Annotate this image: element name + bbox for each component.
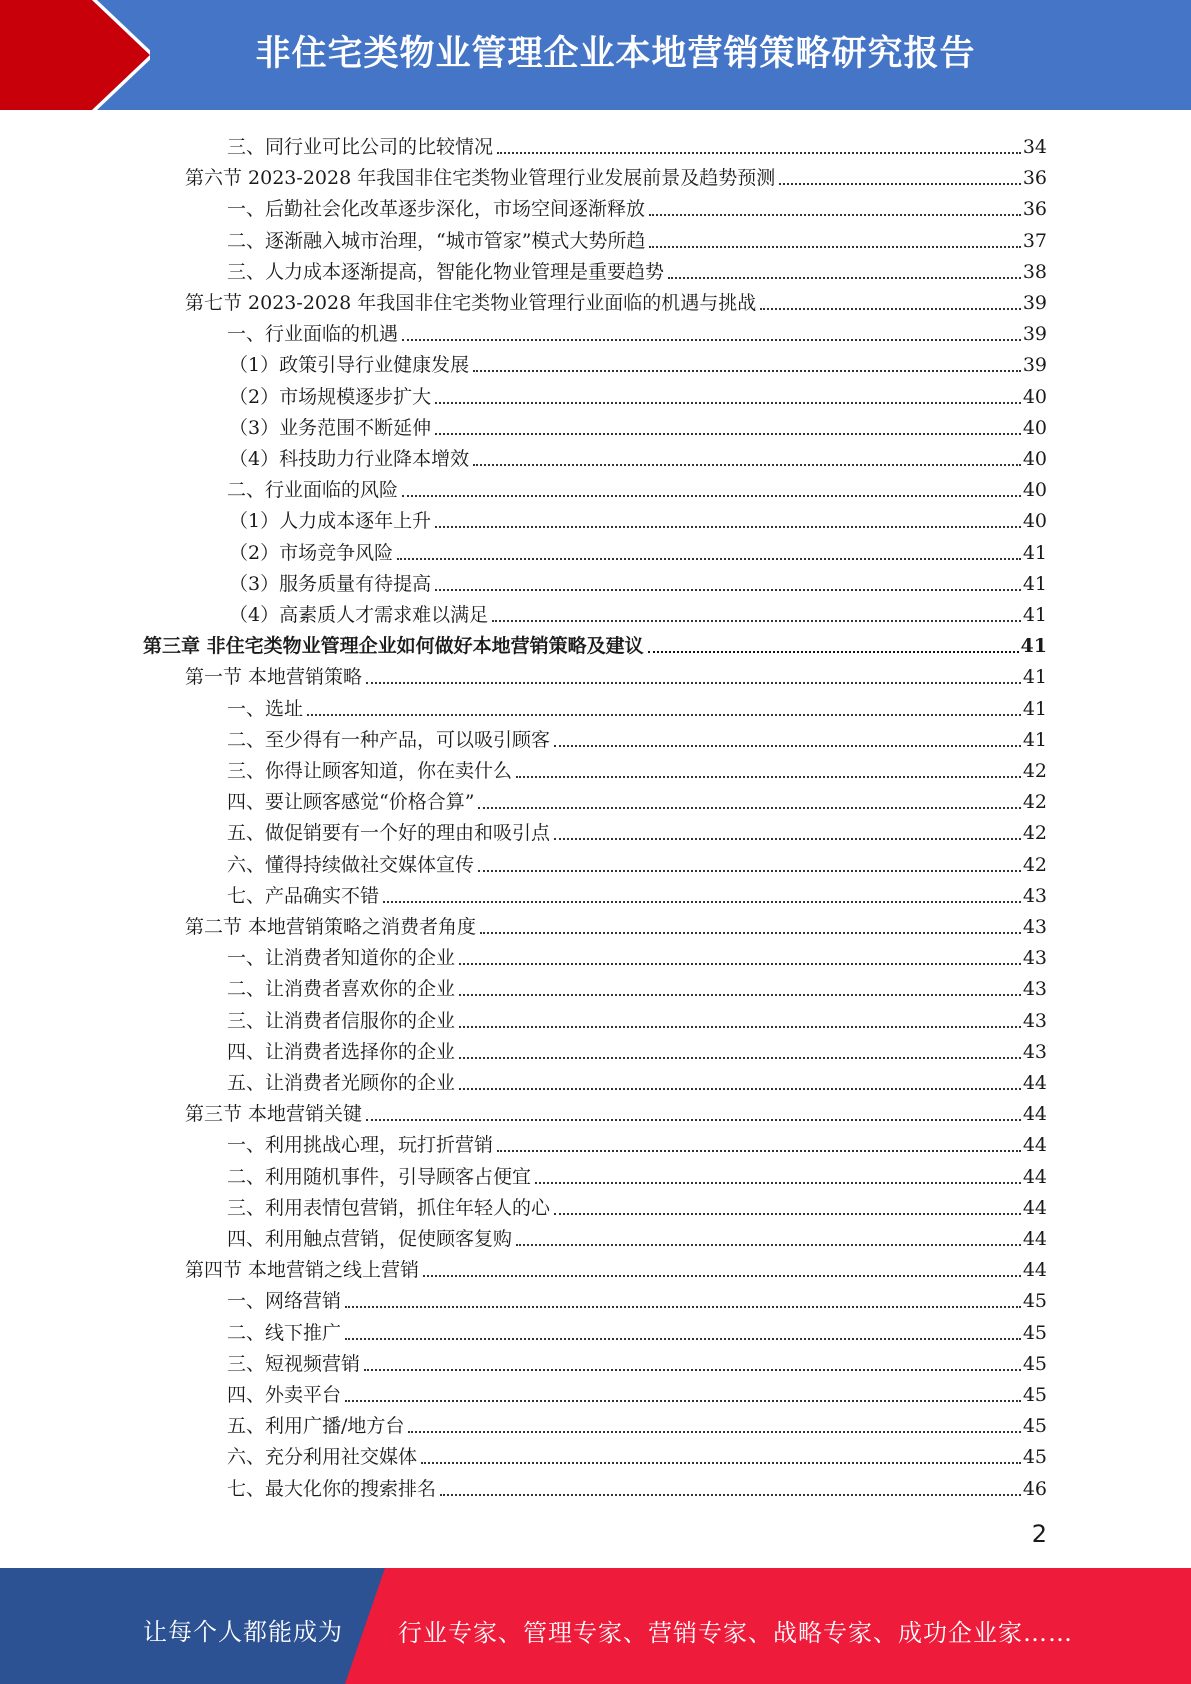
toc-entry-page: 44 — [1022, 1103, 1047, 1126]
toc-dot-leader — [492, 620, 1021, 622]
toc-entry-title: （3）业务范围不断延伸 — [229, 416, 432, 439]
toc-dot-leader — [478, 807, 1020, 809]
toc-item-entry[interactable] — [227, 253, 1047, 284]
toc-entry-page: 44 — [1022, 1259, 1047, 1282]
toc-dot-leader — [435, 589, 1021, 591]
toc-entry-title: 四、要让顾客感觉“价格合算” — [227, 791, 475, 814]
toc-dot-leader — [516, 1244, 1021, 1246]
toc-entry-page: 43 — [1022, 947, 1047, 970]
toc-entry-page: 38 — [1022, 260, 1047, 283]
toc-entry-page: 41 — [1022, 604, 1047, 626]
toc-entry-title: 三、同行业可比公司的比较情况 — [227, 136, 494, 158]
toc-dot-leader — [402, 339, 1021, 341]
page-number: 2 — [1031, 1520, 1047, 1548]
toc-entry-page: 40 — [1022, 385, 1047, 408]
toc-entry-title: 一、网络营销 — [227, 1290, 342, 1313]
toc-section-entry[interactable] — [185, 908, 1047, 939]
toc-entry-page: 45 — [1022, 1446, 1047, 1469]
toc-entry-page: 41 — [1022, 666, 1047, 689]
toc-item-entry[interactable] — [227, 471, 1047, 502]
toc-dot-leader — [307, 714, 1021, 716]
toc-section-entry[interactable] — [185, 284, 1047, 315]
toc-entry-title: 一、行业面临的机遇 — [227, 323, 399, 346]
toc-entry-title: 六、充分利用社交媒体 — [227, 1446, 418, 1469]
toc-chapter-entry[interactable] — [143, 627, 1047, 658]
toc-entry-page: 41 — [1022, 572, 1047, 595]
toc-item-entry[interactable] — [227, 846, 1047, 877]
toc-dot-leader — [473, 464, 1021, 466]
toc-entry-title: 一、利用挑战心理，玩打折营销 — [227, 1134, 494, 1157]
toc-entry-title: 七、产品确实不错 — [227, 884, 380, 907]
toc-item-entry[interactable] — [229, 596, 1047, 627]
toc-dot-leader — [516, 776, 1021, 778]
toc-dot-leader — [459, 1057, 1021, 1059]
toc-entry-page: 43 — [1022, 978, 1047, 1001]
toc-entry-title: （1）政策引导行业健康发展 — [229, 354, 470, 377]
toc-dot-leader — [649, 246, 1020, 248]
toc-item-entry[interactable] — [227, 1438, 1047, 1469]
toc-entry-title: （4）高素质人才需求难以满足 — [229, 604, 489, 626]
toc-entry-title: 五、让消费者光顾你的企业 — [227, 1072, 456, 1094]
toc-dot-leader — [760, 308, 1021, 310]
toc-entry-page: 42 — [1022, 822, 1047, 845]
toc-entry-page: 41 — [1022, 541, 1047, 564]
toc-dot-leader — [397, 558, 1021, 560]
toc-entry-title: 五、利用广播/地方台 — [227, 1415, 405, 1438]
toc-entry-page: 44 — [1022, 1196, 1047, 1219]
toc-entry-title: 三、让消费者信服你的企业 — [227, 1009, 456, 1032]
toc-item-entry[interactable] — [227, 1220, 1047, 1251]
toc-entry-title: 第二节 本地营销策略之消费者角度 — [185, 916, 477, 938]
toc-item-entry[interactable] — [229, 378, 1047, 409]
toc-entry-title: 第六节 2023-2028 年我国非住宅类物业管理行业发展前景及趋势预测 — [185, 167, 776, 190]
toc-entry-page: 44 — [1022, 1228, 1047, 1250]
toc-entry-page: 42 — [1022, 760, 1047, 782]
toc-entry-title: 三、利用表情包营销，抓住年轻人的心 — [227, 1196, 551, 1219]
toc-item-entry[interactable] — [227, 783, 1047, 814]
toc-entry-page: 43 — [1022, 1040, 1047, 1063]
page-header — [0, 0, 1191, 110]
toc-entry-title: 四、外卖平台 — [227, 1384, 342, 1406]
toc-entry-title: （2）市场竞争风险 — [229, 541, 394, 564]
toc-entry-page: 42 — [1022, 853, 1047, 876]
toc-item-entry[interactable] — [227, 1376, 1047, 1407]
footer-slogan-right: 行业专家、管理专家、营销专家、战略专家、成功企业家…… — [398, 1619, 1073, 1647]
toc-item-entry[interactable] — [229, 346, 1047, 377]
toc-item-entry[interactable] — [227, 190, 1047, 221]
toc-entry-page: 44 — [1022, 1072, 1047, 1094]
toc-dot-leader — [480, 932, 1021, 934]
toc-entry-page: 39 — [1022, 323, 1047, 346]
toc-dot-leader — [554, 838, 1021, 840]
toc-dot-leader — [345, 1306, 1021, 1308]
toc-entry-page: 44 — [1022, 1165, 1047, 1188]
toc-dot-leader — [478, 870, 1021, 872]
toc-entry-page: 37 — [1022, 229, 1047, 252]
toc-entry-title: （3）服务质量有待提高 — [229, 572, 432, 595]
toc-dot-leader — [435, 526, 1021, 528]
toc-entry-title: 第四节 本地营销之线上营销 — [185, 1259, 420, 1282]
toc-entry-page: 45 — [1022, 1384, 1047, 1406]
toc-entry-page: 43 — [1022, 884, 1047, 907]
toc-entry-page: 34 — [1022, 136, 1047, 158]
footer-slogan-left: 让每个人都能成为 — [143, 1618, 343, 1646]
toc-item-entry[interactable] — [227, 315, 1047, 346]
toc-dot-leader — [440, 1494, 1021, 1496]
toc-dot-leader — [366, 682, 1021, 684]
toc-entry-title: （1）人力成本逐年上升 — [229, 510, 432, 533]
toc-entry-title: 第三节 本地营销关键 — [185, 1103, 363, 1126]
toc-entry-title: 一、选址 — [227, 697, 304, 720]
toc-dot-leader — [648, 651, 1019, 653]
toc-dot-leader — [459, 994, 1021, 996]
toc-dot-leader — [497, 152, 1021, 154]
header-red-arrow — [0, 0, 150, 110]
toc-entry-title: 三、短视频营销 — [227, 1352, 361, 1375]
toc-entry-title: 四、让消费者选择你的企业 — [227, 1040, 456, 1063]
toc-entry-page: 39 — [1022, 292, 1047, 314]
report-title: 非住宅类物业管理企业本地营销策略研究报告 — [255, 34, 976, 74]
toc-entry-page: 41 — [1020, 635, 1047, 658]
toc-entry-page: 39 — [1022, 354, 1047, 377]
toc-item-entry[interactable] — [227, 814, 1047, 845]
toc-item-entry[interactable] — [227, 877, 1047, 908]
toc-entry-page: 40 — [1022, 448, 1047, 470]
toc-item-entry[interactable] — [227, 1470, 1047, 1501]
toc-dot-leader — [364, 1369, 1021, 1371]
toc-entry-page: 40 — [1022, 416, 1047, 439]
toc-dot-leader — [649, 214, 1021, 216]
toc-entry-title: 七、最大化你的搜索排名 — [227, 1477, 437, 1500]
toc-item-entry[interactable] — [227, 1158, 1047, 1189]
toc-item-entry[interactable] — [227, 128, 1047, 159]
toc-dot-leader — [497, 1150, 1021, 1152]
toc-dot-leader — [779, 183, 1021, 185]
toc-entry-title: 二、逐渐融入城市治理，“城市管家”模式大势所趋 — [227, 229, 646, 252]
toc-entry-title: （4）科技助力行业降本增效 — [229, 448, 470, 470]
toc-entry-title: 一、让消费者知道你的企业 — [227, 947, 456, 970]
toc-entry-page: 36 — [1022, 167, 1047, 190]
toc-dot-leader — [554, 1213, 1021, 1215]
toc-item-entry[interactable] — [229, 409, 1047, 440]
toc-entry-page: 36 — [1022, 198, 1047, 221]
toc-item-entry[interactable] — [229, 565, 1047, 596]
toc-entry-page: 40 — [1022, 479, 1047, 502]
toc-item-entry[interactable] — [227, 939, 1047, 970]
toc-entry-page: 43 — [1022, 1009, 1047, 1032]
toc-item-entry[interactable] — [227, 721, 1047, 752]
toc-entry-page: 45 — [1022, 1321, 1047, 1344]
toc-entry-page: 41 — [1022, 728, 1047, 751]
toc-entry-page: 44 — [1022, 1134, 1047, 1157]
toc-dot-leader — [421, 1462, 1021, 1464]
toc-section-entry[interactable] — [185, 658, 1047, 689]
toc-entry-page: 46 — [1022, 1477, 1047, 1500]
toc-item-entry[interactable] — [227, 1002, 1047, 1033]
toc-item-entry[interactable] — [227, 752, 1047, 783]
toc-item-entry[interactable] — [227, 1064, 1047, 1095]
toc-entry-title: 六、懂得持续做社交媒体宣传 — [227, 853, 475, 876]
toc-item-entry[interactable] — [227, 970, 1047, 1001]
toc-entry-title: 二、线下推广 — [227, 1321, 342, 1344]
toc-dot-leader — [423, 1275, 1021, 1277]
toc-entry-title: 二、利用随机事件，引导顾客占便宜 — [227, 1165, 532, 1188]
toc-entry-page: 45 — [1022, 1415, 1047, 1438]
toc-dot-leader — [435, 402, 1021, 404]
toc-dot-leader — [459, 1026, 1021, 1028]
toc-entry-title: 五、做促销要有一个好的理由和吸引点 — [227, 822, 551, 845]
toc-item-entry[interactable] — [229, 534, 1047, 565]
toc-item-entry[interactable] — [227, 1189, 1047, 1220]
toc-entry-title: （2）市场规模逐步扩大 — [229, 385, 432, 408]
toc-entry-page: 43 — [1022, 916, 1047, 938]
toc-item-entry[interactable] — [229, 502, 1047, 533]
toc-item-entry[interactable] — [227, 1407, 1047, 1438]
toc-entry-page: 45 — [1022, 1352, 1047, 1375]
toc-dot-leader — [459, 963, 1021, 965]
toc-entry-page: 45 — [1022, 1290, 1047, 1313]
toc-entry-title: 第三章 非住宅类物业管理企业如何做好本地营销策略及建议 — [143, 635, 644, 658]
toc-dot-leader — [383, 901, 1021, 903]
toc-entry-title: 三、人力成本逐渐提高，智能化物业管理是重要趋势 — [227, 260, 665, 283]
toc-dot-leader — [366, 1119, 1021, 1121]
toc-item-entry[interactable] — [229, 440, 1047, 471]
toc-dot-leader — [345, 1338, 1021, 1340]
toc-item-entry[interactable] — [227, 1126, 1047, 1157]
toc-item-entry[interactable] — [227, 1314, 1047, 1345]
toc-entry-page: 41 — [1022, 697, 1047, 720]
toc-entry-title: 二、行业面临的风险 — [227, 479, 399, 502]
toc-item-entry[interactable] — [227, 1282, 1047, 1313]
toc-dot-leader — [345, 1400, 1021, 1402]
toc-entry-page: 40 — [1022, 510, 1047, 533]
toc-entry-title: 三、你得让顾客知道，你在卖什么 — [227, 760, 513, 782]
toc-item-entry[interactable] — [227, 690, 1047, 721]
toc-dot-leader — [459, 1088, 1021, 1090]
toc-dot-leader — [435, 433, 1021, 435]
toc-dot-leader — [408, 1431, 1020, 1433]
toc-section-entry[interactable] — [185, 1251, 1047, 1282]
toc-section-entry[interactable] — [185, 1095, 1047, 1126]
toc-item-entry[interactable] — [227, 1345, 1047, 1376]
toc-dot-leader — [402, 495, 1021, 497]
toc-entry-title: 二、至少得有一种产品，可以吸引顾客 — [227, 728, 551, 751]
toc-dot-leader — [668, 277, 1021, 279]
toc-entry-title: 一、后勤社会化改革逐步深化，市场空间逐渐释放 — [227, 198, 646, 221]
toc-entry-title: 四、利用触点营销，促使顾客复购 — [227, 1228, 513, 1250]
toc-entry-title: 二、让消费者喜欢你的企业 — [227, 978, 456, 1001]
toc-entry-title: 第七节 2023-2028 年我国非住宅类物业管理行业面临的机遇与挑战 — [185, 292, 757, 314]
toc-entry-page: 42 — [1022, 791, 1047, 814]
toc-dot-leader — [473, 370, 1021, 372]
page-footer — [0, 1568, 1191, 1684]
toc-entry-title: 第一节 本地营销策略 — [185, 666, 363, 689]
toc-section-entry[interactable] — [185, 159, 1047, 190]
toc-item-entry[interactable] — [227, 1033, 1047, 1064]
toc-dot-leader — [554, 745, 1021, 747]
toc-item-entry[interactable] — [227, 222, 1047, 253]
toc-dot-leader — [535, 1182, 1021, 1184]
